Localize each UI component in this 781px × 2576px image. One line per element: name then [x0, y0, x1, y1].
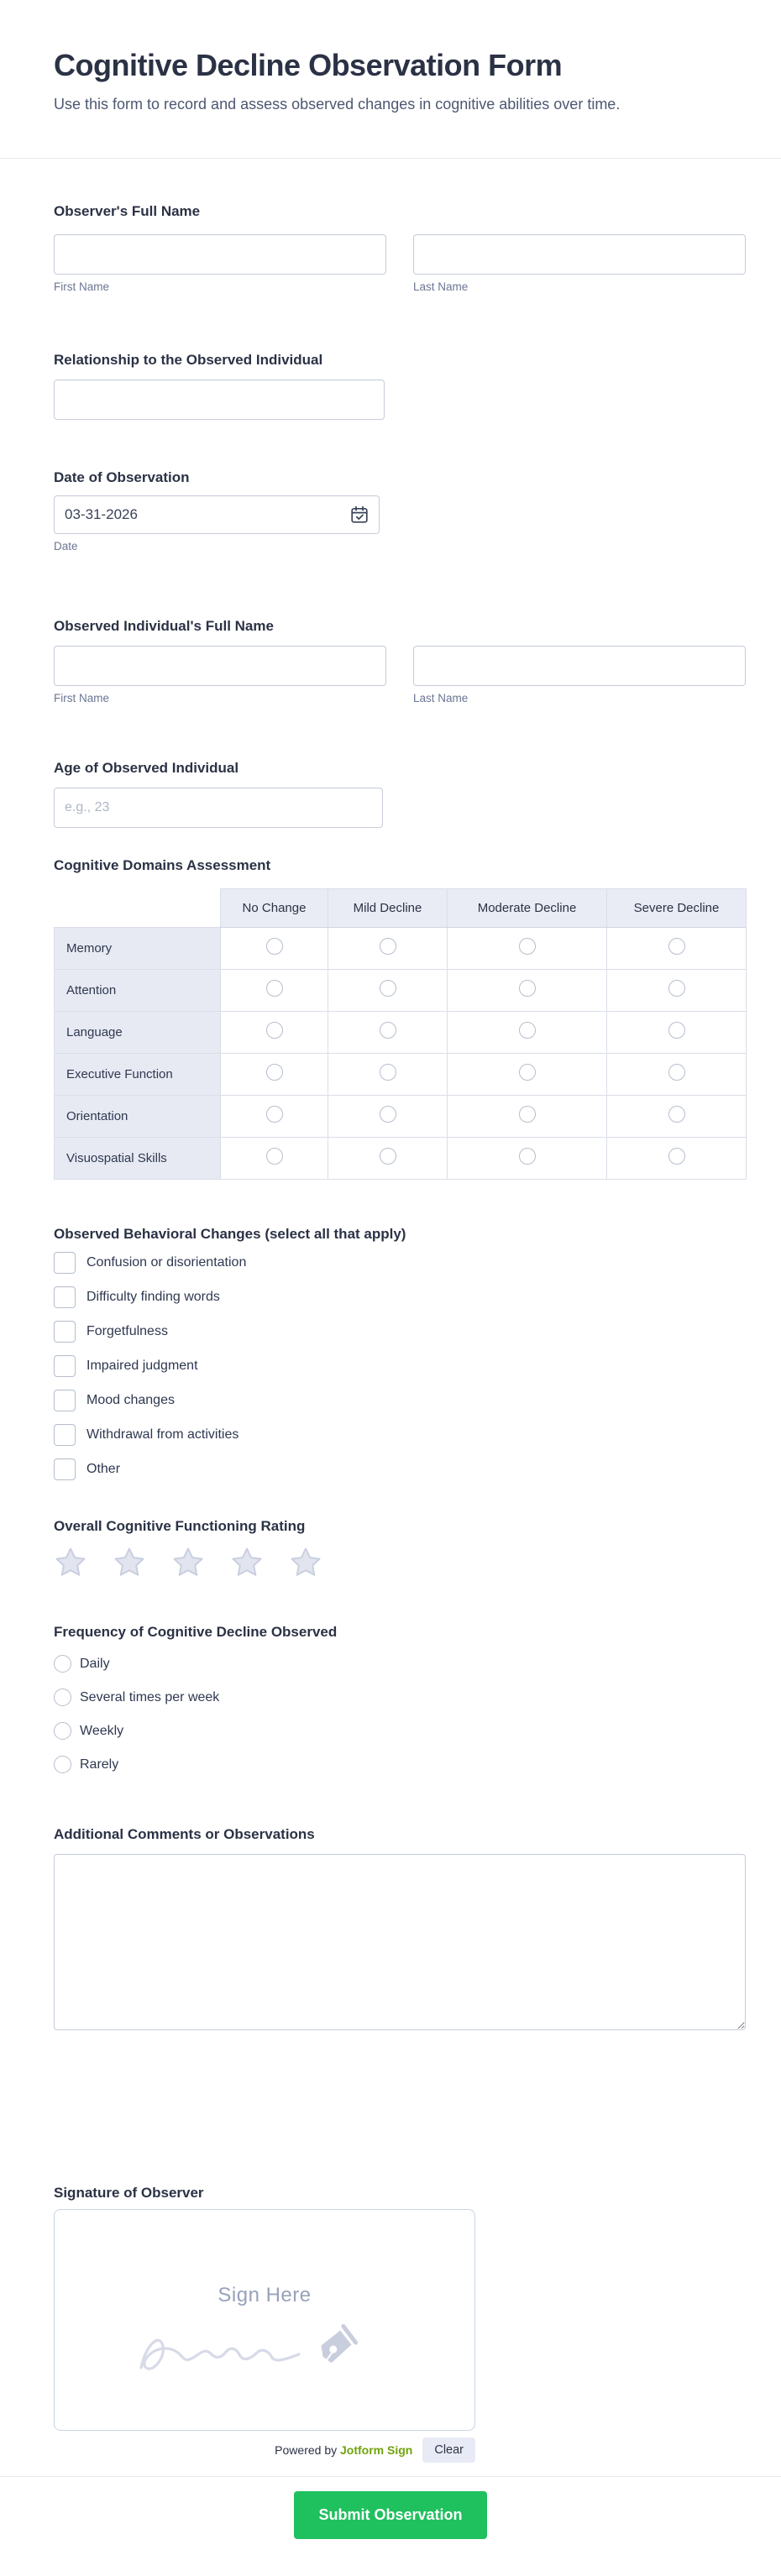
field-age: [54, 759, 746, 828]
radio-button[interactable]: [54, 1722, 71, 1740]
observed-name-label: Observed Individual's Full Name: [54, 618, 274, 634]
comments-label: Additional Comments or Observations: [54, 1826, 315, 1842]
observed-first-name-input[interactable]: [54, 646, 386, 686]
list-item[interactable]: [54, 1321, 746, 1343]
star-icon[interactable]: [289, 1546, 322, 1579]
matrix-radio[interactable]: [380, 938, 396, 955]
radio-label: Rarely: [80, 1757, 119, 1772]
field-signature: [54, 2184, 746, 2463]
matrix-radio[interactable]: [380, 1064, 396, 1081]
matrix-radio[interactable]: [668, 1106, 685, 1123]
observer-name-label: Observer's Full Name: [54, 203, 201, 219]
checkbox[interactable]: [54, 1286, 76, 1308]
matrix-row-label: Memory: [55, 928, 221, 970]
header-divider: [0, 158, 781, 159]
form-footer: [0, 2477, 781, 2539]
matrix-radio[interactable]: [266, 1148, 283, 1165]
matrix-radio[interactable]: [519, 938, 536, 955]
checkbox[interactable]: [54, 1458, 76, 1480]
checkbox-label: Withdrawal from activities: [86, 1427, 239, 1442]
observer-last-name-sublabel: Last Name: [413, 280, 469, 293]
field-relationship: [54, 351, 746, 420]
observer-first-name-input[interactable]: [54, 234, 386, 275]
field-frequency: [54, 1623, 746, 1773]
field-rating: [54, 1517, 746, 1579]
matrix-header-row: [55, 889, 747, 928]
matrix-corner-cell: [55, 889, 221, 928]
radio-button[interactable]: [54, 1689, 71, 1706]
field-cognitive-matrix: [54, 856, 746, 1180]
list-item[interactable]: [54, 1424, 746, 1446]
observed-last-name-input[interactable]: [413, 646, 746, 686]
relationship-label: Relationship to the Observed Individual: [54, 352, 323, 368]
matrix-row-label: Attention: [55, 970, 221, 1012]
matrix-radio[interactable]: [519, 1022, 536, 1039]
list-item[interactable]: [54, 1689, 746, 1706]
signature-squiggle-pen-icon: [134, 2302, 411, 2395]
checkbox-label: Other: [86, 1462, 121, 1476]
matrix-col-header: Severe Decline: [607, 889, 747, 928]
clear-signature-button[interactable]: Clear: [422, 2437, 475, 2463]
jotform-sign-brand: Jotform Sign: [340, 2443, 413, 2457]
matrix-radio[interactable]: [266, 1106, 283, 1123]
matrix-radio[interactable]: [380, 1022, 396, 1039]
matrix-radio[interactable]: [668, 980, 685, 997]
matrix-radio[interactable]: [266, 1064, 283, 1081]
matrix-row-label: Orientation: [55, 1096, 221, 1138]
matrix-radio[interactable]: [668, 1148, 685, 1165]
matrix-radio[interactable]: [668, 1064, 685, 1081]
behaviors-list: [54, 1252, 746, 1480]
observed-last-name-sublabel: Last Name: [413, 692, 469, 704]
observation-date-sublabel: Date: [54, 540, 78, 552]
age-input[interactable]: [54, 788, 383, 828]
checkbox-label: Difficulty finding words: [86, 1290, 220, 1304]
matrix-label: Cognitive Domains Assessment: [54, 857, 271, 873]
checkbox[interactable]: [54, 1355, 76, 1377]
signature-pad[interactable]: [54, 2209, 475, 2431]
calendar-check-icon[interactable]: [349, 505, 370, 525]
matrix-radio[interactable]: [266, 938, 283, 955]
list-item[interactable]: [54, 1286, 746, 1308]
powered-by-label: Powered by: [275, 2443, 338, 2457]
star-rating: [54, 1546, 746, 1579]
matrix-radio[interactable]: [519, 980, 536, 997]
radio-label: Several times per week: [80, 1689, 220, 1704]
cognitive-domains-table: [54, 888, 747, 1180]
behaviors-label: Observed Behavioral Changes (select all that apply): [54, 1226, 406, 1242]
powered-by-text: [275, 2443, 412, 2457]
field-comments: [54, 1825, 746, 2034]
matrix-col-header: Moderate Decline: [448, 889, 607, 928]
star-icon[interactable]: [54, 1546, 87, 1579]
sign-here-hint: Sign Here: [218, 2284, 312, 2306]
table-row: [55, 928, 747, 970]
field-behavioral-changes: [54, 1225, 746, 1480]
table-row: [55, 1138, 747, 1180]
radio-label: Daily: [80, 1656, 110, 1671]
checkbox-label: Mood changes: [86, 1393, 175, 1407]
observation-date-label: Date of Observation: [54, 469, 190, 485]
relationship-input[interactable]: [54, 380, 385, 420]
field-observer-name: [54, 202, 746, 294]
checkbox[interactable]: [54, 1321, 76, 1343]
matrix-radio[interactable]: [380, 1148, 396, 1165]
star-icon[interactable]: [171, 1546, 205, 1579]
radio-label: Weekly: [80, 1723, 124, 1738]
comments-textarea[interactable]: [54, 1854, 746, 2030]
checkbox[interactable]: [54, 1390, 76, 1411]
field-observed-name: [54, 617, 746, 705]
list-item[interactable]: [54, 1756, 746, 1773]
page-subtitle: Use this form to record and assess observed changes in cognitive abilities over time.: [54, 96, 621, 113]
list-item[interactable]: [54, 1252, 746, 1274]
list-item[interactable]: [54, 1390, 746, 1411]
table-row: [55, 1096, 747, 1138]
signature-label: Signature of Observer: [54, 2185, 204, 2201]
form-header: [0, 0, 781, 114]
field-observation-date: [54, 469, 746, 553]
observer-last-name-input[interactable]: [413, 234, 746, 275]
observation-date-input[interactable]: [54, 495, 380, 534]
star-icon[interactable]: [230, 1546, 264, 1579]
matrix-radio[interactable]: [380, 1106, 396, 1123]
list-item[interactable]: [54, 1355, 746, 1377]
frequency-label: Frequency of Cognitive Decline Observed: [54, 1624, 338, 1640]
checkbox-label: Impaired judgment: [86, 1359, 198, 1373]
matrix-radio[interactable]: [519, 1064, 536, 1081]
table-row: [55, 970, 747, 1012]
observer-first-name-sublabel: First Name: [54, 280, 110, 293]
rating-label: Overall Cognitive Functioning Rating: [54, 1518, 306, 1534]
matrix-col-header: No Change: [221, 889, 328, 928]
checkbox[interactable]: [54, 1252, 76, 1274]
checkbox-label: Forgetfulness: [86, 1324, 168, 1338]
checkbox[interactable]: [54, 1424, 76, 1446]
matrix-radio[interactable]: [668, 938, 685, 955]
page-title: Cognitive Decline Observation Form: [54, 48, 563, 82]
form-body: [0, 202, 781, 2463]
list-item[interactable]: [54, 1458, 746, 1480]
checkbox-label: Confusion or disorientation: [86, 1255, 247, 1270]
matrix-col-header: Mild Decline: [328, 889, 448, 928]
star-icon[interactable]: [113, 1546, 146, 1579]
matrix-radio[interactable]: [519, 1148, 536, 1165]
submit-button[interactable]: Submit Observation: [294, 2491, 486, 2539]
matrix-radio[interactable]: [668, 1022, 685, 1039]
matrix-radio[interactable]: [266, 1022, 283, 1039]
observed-first-name-sublabel: First Name: [54, 692, 110, 704]
matrix-row-label: Visuospatial Skills: [55, 1138, 221, 1180]
matrix-radio[interactable]: [380, 980, 396, 997]
radio-button[interactable]: [54, 1756, 71, 1773]
table-row: [55, 1012, 747, 1054]
matrix-row-label: Executive Function: [55, 1054, 221, 1096]
table-row: [55, 1054, 747, 1096]
list-item[interactable]: [54, 1655, 746, 1673]
age-label: Age of Observed Individual: [54, 760, 239, 776]
list-item[interactable]: [54, 1722, 746, 1740]
signature-meta-row: [54, 2437, 475, 2463]
frequency-list: [54, 1655, 746, 1773]
matrix-radio[interactable]: [519, 1106, 536, 1123]
matrix-row-label: Language: [55, 1012, 221, 1054]
radio-button[interactable]: [54, 1655, 71, 1673]
matrix-radio[interactable]: [266, 980, 283, 997]
